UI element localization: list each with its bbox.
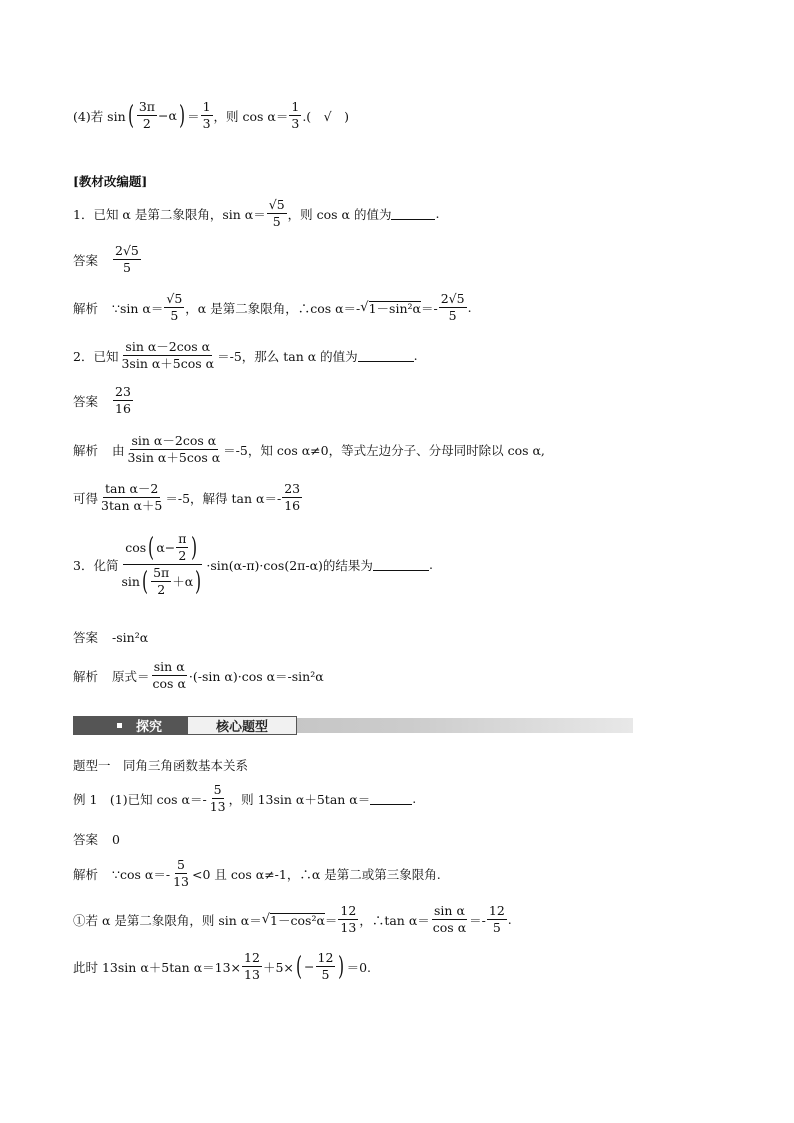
case-1-result: 此时 13sin α＋5tan α＝13× $\frac{12}{13}$ ＋5× ( − $\frac{12}{5}$ ) ＝0.	[73, 950, 372, 982]
fraction: $\frac{23}{16}$	[115, 384, 131, 416]
solution-2: 解析 由 $\frac{\text{sin α－2cos α}}{\text{3sin α＋5cos α}}$ ＝-5，知 cos α≠0，等式左边分子、分母同时除以 cos α,	[73, 433, 545, 465]
fraction: $\frac{3\pi}{2}$	[138, 99, 155, 131]
banner-right: 核心题型	[187, 716, 297, 735]
example-1: 例 1 (1)已知 cos α＝- $\frac{5}{13}$ ，则 13sin α＋5tan α＝ .	[73, 782, 417, 814]
radical-sign: √	[261, 912, 271, 927]
fraction: $\frac{\text{sin α－2cos α}}{\text{3sin α＋5cos α}}$	[127, 433, 221, 465]
square-icon	[117, 723, 122, 728]
fraction: $\frac{√5}{5}$	[166, 291, 183, 323]
fraction-compound: cos ( α− $\frac{\pi}{2}$ ) sin ( $\frac{5\pi}{2}$ ＋α )	[121, 531, 202, 597]
section-banner	[73, 713, 633, 739]
answer-mark: .( √ )	[302, 108, 350, 124]
fraction: $\frac{12}{13}$	[340, 903, 357, 935]
solution-2-cont: 可得 $\frac{\text{tan α－2}}{\text{3tan α＋5}}$ ＝-5，解得 tan α＝- $\frac{23}{16}$	[73, 481, 301, 513]
fraction: $\frac{12}{5}$	[317, 950, 334, 982]
answer-1: 答案 $\frac{2√5}{5}$	[73, 243, 139, 275]
fraction: $\frac{12}{5}$	[488, 903, 505, 935]
solution-ex1: 解析 ∵cos α＝- $\frac{5}{13}$ <0 且 cos α≠-1，∴α 是第二或第三象限角.	[73, 857, 441, 889]
answer-blank	[373, 558, 429, 571]
type-heading: 题型一 同角三角函数基本关系	[73, 758, 249, 773]
q4-line: (4)若 sin ( $\frac{3\pi}{2}$ −α ) ＝ $\frac{1}{3}$ ，则 cos α＝ $\frac{1}{3}$ .( √ )	[73, 99, 350, 131]
answer-ex1: 答案 0	[73, 831, 120, 847]
problem-2: 2．已知 $\frac{\text{sin α－2cos α}}{\text{3sin α＋5cos α}}$ ＝-5，那么 tan α 的值为 .	[73, 339, 418, 371]
fraction: $\frac{5}{13}$	[173, 857, 189, 889]
fraction: $\frac{\text{sin α}}{\text{cos α}}$	[152, 659, 186, 691]
fraction: $\frac{1}{3}$	[202, 99, 211, 131]
fraction: $\frac{5}{13}$	[209, 782, 226, 814]
answer-blank	[358, 349, 414, 362]
fraction: $\frac{\text{tan α－2}}{\text{3tan α＋5}}$	[101, 481, 163, 513]
answer-blank	[370, 792, 412, 805]
problem-3: 3．化简 cos ( α− $\frac{\pi}{2}$ ) sin ( $\frac{5\pi}{2}$ ＋α ) ·sin(α-π)·cos(2π-α)的结果为 .	[73, 531, 433, 597]
fraction: $\frac{2√5}{5}$	[115, 243, 139, 275]
fraction: $\frac{\pi}{2}$	[178, 531, 187, 563]
section-heading-textbook: [教材改编题]	[73, 174, 148, 189]
solution-1: 解析 ∵sin α＝ $\frac{√5}{5}$ ，α 是第二象限角，∴cos α＝- √ 1－sin²α ＝- $\frac{2√5}{5}$ .	[73, 291, 472, 323]
fraction: $\frac{\text{sin α－2cos α}}{\text{3sin α＋5cos α}}$	[121, 339, 215, 371]
fraction: $\frac{5\pi}{2}$	[153, 565, 170, 597]
fraction: $\frac{12}{13}$	[244, 950, 260, 982]
case-1: ①若 α 是第二象限角，则 sin α＝ √ 1－cos²α ＝ $\frac{12}{13}$ ，∴tan α＝ $\frac{\text{sin α}}{\text{cos α}}$ ＝- $\frac{12}{5}$ .	[73, 903, 512, 935]
answer-2: 答案 $\frac{23}{16}$	[73, 384, 131, 416]
fraction: $\frac{1}{3}$	[291, 99, 300, 131]
banner-left: 探究	[73, 716, 187, 735]
answer-3: 答案 -sin²α	[73, 629, 149, 645]
problem-1: 1．已知 α 是第二象限角，sin α＝ $\frac{√5}{5}$ ，则 cos α 的值为 .	[73, 197, 440, 229]
fraction: $\frac{23}{16}$	[284, 481, 301, 513]
solution-3: 解析 原式＝ $\frac{\text{sin α}}{\text{cos α}}$ ·(-sin α)·cos α＝-sin²α	[73, 659, 324, 691]
fraction: $\frac{\text{sin α}}{\text{cos α}}$	[432, 903, 467, 935]
fraction: $\frac{2√5}{5}$	[440, 291, 465, 323]
answer-blank	[391, 207, 435, 220]
fraction: $\frac{√5}{5}$	[268, 197, 285, 229]
radical-sign: √	[360, 300, 369, 315]
